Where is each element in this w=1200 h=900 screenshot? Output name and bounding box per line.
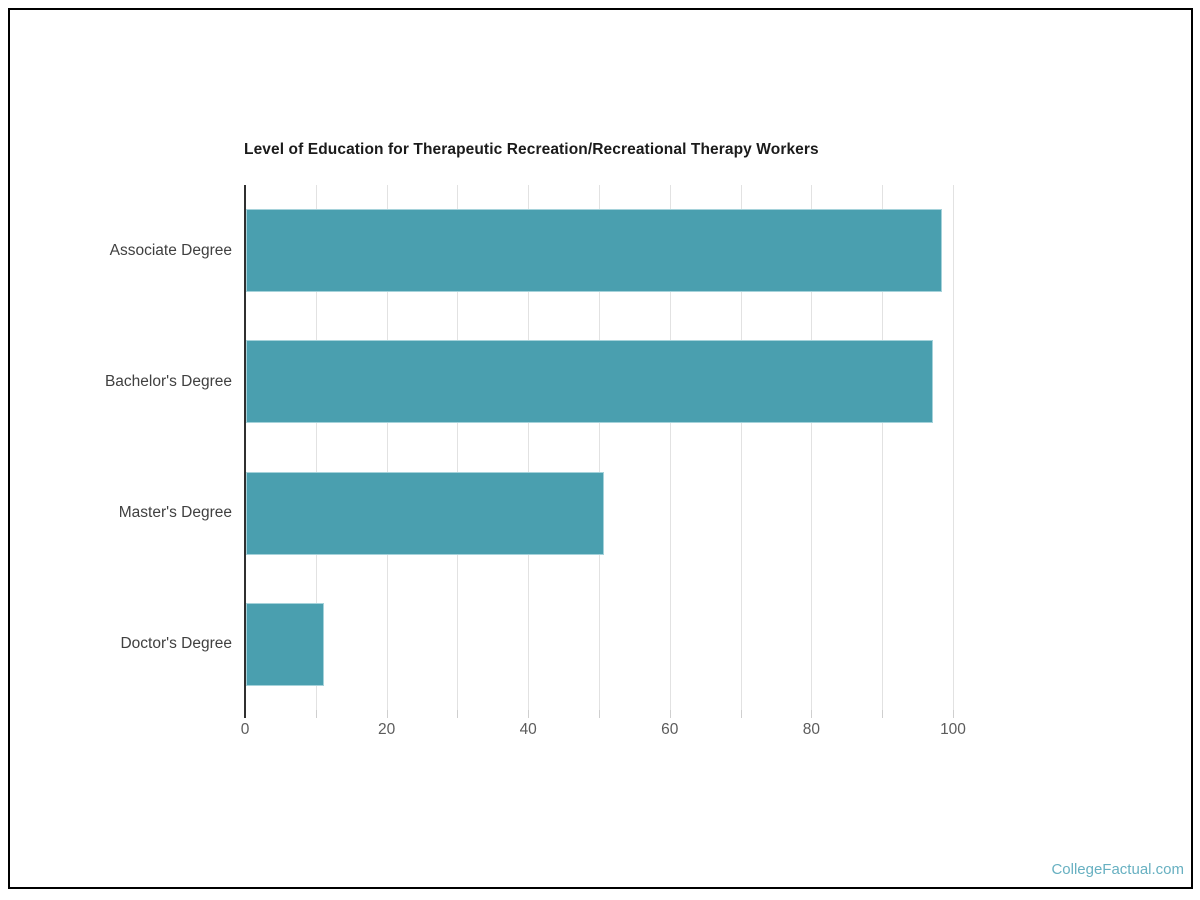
watermark bbox=[1051, 861, 1184, 878]
category-label-doctor-s-degree: Doctor's Degree bbox=[120, 635, 232, 653]
x-tick-50 bbox=[599, 710, 600, 718]
x-tick-100 bbox=[953, 710, 954, 718]
x-tick-0 bbox=[245, 710, 246, 718]
x-tick-label-80: 80 bbox=[802, 721, 821, 738]
x-tick-label-20: 20 bbox=[377, 721, 396, 738]
chart-title: Level of Education for Therapeutic Recreation/Recreational Therapy Workers bbox=[244, 141, 819, 158]
x-tick-label-0: 0 bbox=[240, 721, 250, 738]
x-tick-40 bbox=[528, 710, 529, 718]
x-tick-80 bbox=[811, 710, 812, 718]
x-tick-label-60: 60 bbox=[661, 721, 679, 738]
bar-master-s-degree bbox=[246, 472, 604, 555]
gridline-100 bbox=[953, 185, 954, 710]
bar-bachelor-s-degree bbox=[246, 340, 933, 423]
watermark-link[interactable]: CollegeFactual.com bbox=[1051, 861, 1184, 878]
x-tick-label-40: 40 bbox=[519, 721, 537, 738]
bar-doctor-s-degree bbox=[246, 603, 324, 686]
category-label-associate-degree: Associate Degree bbox=[109, 241, 232, 259]
x-tick-30 bbox=[457, 710, 458, 718]
x-tick-20 bbox=[387, 710, 388, 718]
x-tick-10 bbox=[316, 710, 317, 718]
category-label-master-s-degree: Master's Degree bbox=[118, 504, 232, 522]
x-tick-70 bbox=[741, 710, 742, 718]
x-tick-label-100: 100 bbox=[940, 721, 966, 738]
category-label-bachelor-s-degree: Bachelor's Degree bbox=[104, 372, 232, 390]
bar-associate-degree bbox=[246, 209, 942, 292]
x-tick-90 bbox=[882, 710, 883, 718]
x-tick-60 bbox=[670, 710, 671, 718]
